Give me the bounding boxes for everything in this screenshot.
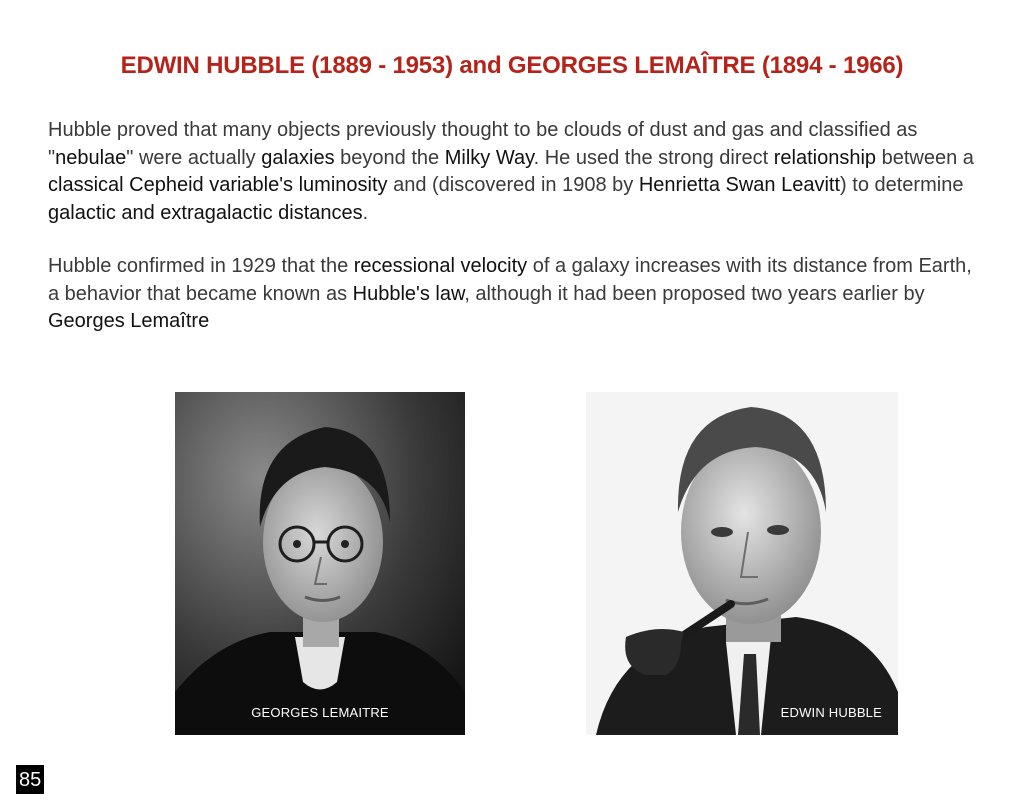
photo-georges-lemaitre: [175, 392, 465, 735]
text-run: ) to determine: [840, 174, 964, 196]
text-link[interactable]: nebulae: [55, 146, 127, 169]
text-link[interactable]: galaxies: [261, 146, 335, 169]
text-link[interactable]: classical Cepheid variable's luminosity: [48, 174, 388, 196]
text-run: of a galaxy increases with its distance from Earth, a behavior that became known as: [48, 255, 972, 305]
text-link[interactable]: Georges Lemaître: [48, 310, 210, 332]
text-run: and (discovered in 1908 by: [387, 174, 639, 196]
paragraph-hubble-law: [48, 253, 988, 336]
hubble-portrait: [586, 392, 898, 735]
text-run: between a: [876, 146, 974, 169]
photo-edwin-hubble: [586, 392, 898, 735]
text-run: " were actually: [126, 146, 262, 169]
text-link[interactable]: Milky Way: [444, 146, 534, 169]
text-link[interactable]: recessional velocity: [353, 255, 528, 277]
text-run: . He used the strong direct: [533, 146, 774, 169]
slide-title: EDWIN HUBBLE (1889 - 1953) and GEORGES LEMAÎTRE (1894 - 1966): [120, 52, 904, 79]
text-link[interactable]: Henrietta Swan Leavitt: [638, 174, 841, 196]
text-run: Hubble confirmed in 1929 that the: [48, 255, 354, 277]
text-run: .: [362, 201, 369, 224]
text-run: Hubble proved that many objects previously thought to be clouds of dust and gas and classified as ": [48, 119, 918, 169]
text-link[interactable]: Hubble's law: [352, 282, 465, 305]
lemaitre-portrait: [175, 392, 465, 735]
text-link[interactable]: relationship: [773, 146, 877, 169]
text-run: beyond the: [334, 146, 445, 169]
text-link[interactable]: galactic and extragalactic distances: [48, 201, 363, 224]
text-run: , although it had been proposed two years earlier by: [464, 282, 925, 305]
caption-hubble: EDWIN HUBBLE: [780, 705, 882, 720]
caption-lemaitre: GEORGES LEMAITRE: [251, 705, 389, 720]
paragraph-hubble-nebulae: [48, 117, 988, 227]
page-number: 85: [16, 765, 44, 794]
